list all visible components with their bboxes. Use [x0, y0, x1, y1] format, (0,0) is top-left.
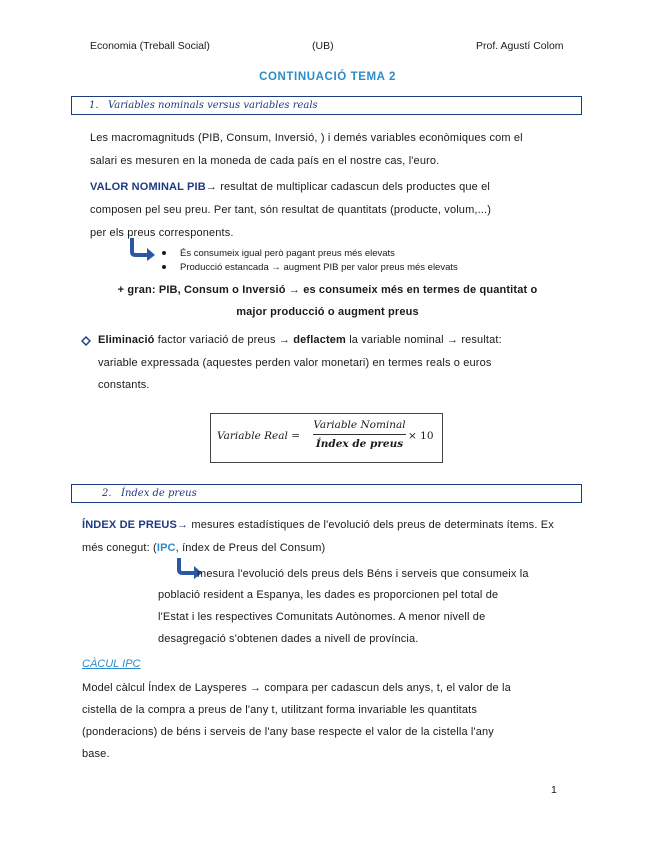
nominal-line-1: resultat de multiplicar cadascun dels productes que el: [220, 181, 490, 193]
price-index-term: ÍNDEX DE PREUS: [82, 519, 178, 531]
bold-statement-1: + gran: PIB, Consum o Inversió → es consumeix més en termes de quantitat o: [117, 284, 538, 296]
equation-multiplier: × 10: [408, 430, 434, 442]
calc-line-1: Model càlcul Índex de Laysperes → compara per cadascun dels anys, t, el valor de la: [82, 682, 511, 694]
section-2-number: 2.: [102, 488, 112, 499]
header-course: Economia (Treball Social): [90, 40, 210, 52]
equation-box: [210, 413, 443, 463]
calc-ipc-heading[interactable]: CÀCUL IPC: [82, 658, 141, 670]
nominal-definition: [90, 176, 580, 198]
nominal-term: VALOR NOMINAL PIB: [90, 181, 206, 193]
ipc-desc-line-1: mesura l'evolució dels preus dels Béns i serveis que consumeix la: [197, 568, 529, 580]
curved-arrow-icon: [128, 236, 160, 262]
calc-line-3: (ponderacions) de béns i serveis de l'any base respecte el valor de la cistella l'any: [82, 726, 494, 738]
calc-line-2: cistella de la compra a preus de l'any t, utilitzant forma invariable les quantitats: [82, 704, 478, 716]
header-professor: Prof. Agustí Colom: [476, 40, 564, 52]
bold-statement-2: major producció o augment preus: [236, 306, 419, 318]
section-2-heading: [71, 484, 582, 503]
fraction-bar: [313, 434, 406, 435]
bullet-item: Producció estancada → augment PIB per valor preus més elevats: [162, 261, 458, 274]
intro-line-2: salari es mesuren en la moneda de cada país en el nostre cas, l'euro.: [90, 155, 440, 167]
elimination-line-2: variable expressada (aquestes perden valor monetari) en termes reals o euros: [98, 357, 492, 369]
nominal-line-3: per els preus corresponents.: [90, 227, 234, 239]
elimination-line-1: [98, 329, 578, 351]
section-2-title: Índex de preus: [121, 488, 197, 499]
ipc-desc-line-3: l'Estat i les respectives Comunitats Autònomes. A menor nivell de: [158, 611, 486, 623]
ipc-abbrev: IPC: [156, 542, 176, 554]
arrow-icon: →: [205, 181, 217, 193]
section-1-number: 1.: [89, 100, 99, 111]
page-title: CONTINUACIÓ TEMA 2: [259, 71, 396, 83]
elimination-mid: factor variació de preus →: [157, 334, 291, 346]
diamond-bullet-icon: [81, 336, 91, 346]
bullet-icon: [162, 265, 166, 269]
intro-line-1: Les macromagnituds (PIB, Consum, Inversió, ) i demés variables econòmiques com el: [90, 132, 523, 144]
equation-lhs: Variable Real =: [217, 430, 301, 442]
calc-line-4: base.: [82, 748, 110, 760]
section-1-heading: [71, 96, 582, 115]
bullet-icon: [162, 251, 166, 255]
header-institution: (UB): [312, 40, 334, 52]
price-index-line-2: més conegut: (IPC, índex de Preus del Consum): [82, 542, 326, 554]
bullet-item: És consumeix igual però pagant preus més elevats: [162, 247, 395, 260]
arrow-icon: →: [177, 519, 189, 531]
elimination-term: Eliminació: [98, 334, 155, 346]
ipc-desc-line-4: desagregació s'obtenen dades a nivell de província.: [158, 633, 419, 645]
elimination-line-3: constants.: [98, 379, 150, 391]
equation-denominator: Índex de preus: [315, 438, 404, 450]
section-1-title: Variables nominals versus variables reals: [108, 100, 318, 111]
nominal-line-2: composen pel seu preu. Per tant, són resultat de quantitats (producte, volum,...): [90, 204, 492, 216]
elimination-end: la variable nominal → resultat:: [349, 334, 502, 346]
price-index-line-1: [82, 514, 578, 536]
page-number: 1: [551, 784, 557, 796]
deflact-term: deflactem: [293, 334, 346, 346]
price-index-definition: mesures estadístiques de l'evolució dels preus de determinats ítems. Ex: [191, 519, 554, 531]
equation-numerator: Variable Nominal: [313, 419, 406, 431]
ipc-desc-line-2: població resident a Espanya, les dades es proporcionen pel total de: [158, 589, 499, 601]
